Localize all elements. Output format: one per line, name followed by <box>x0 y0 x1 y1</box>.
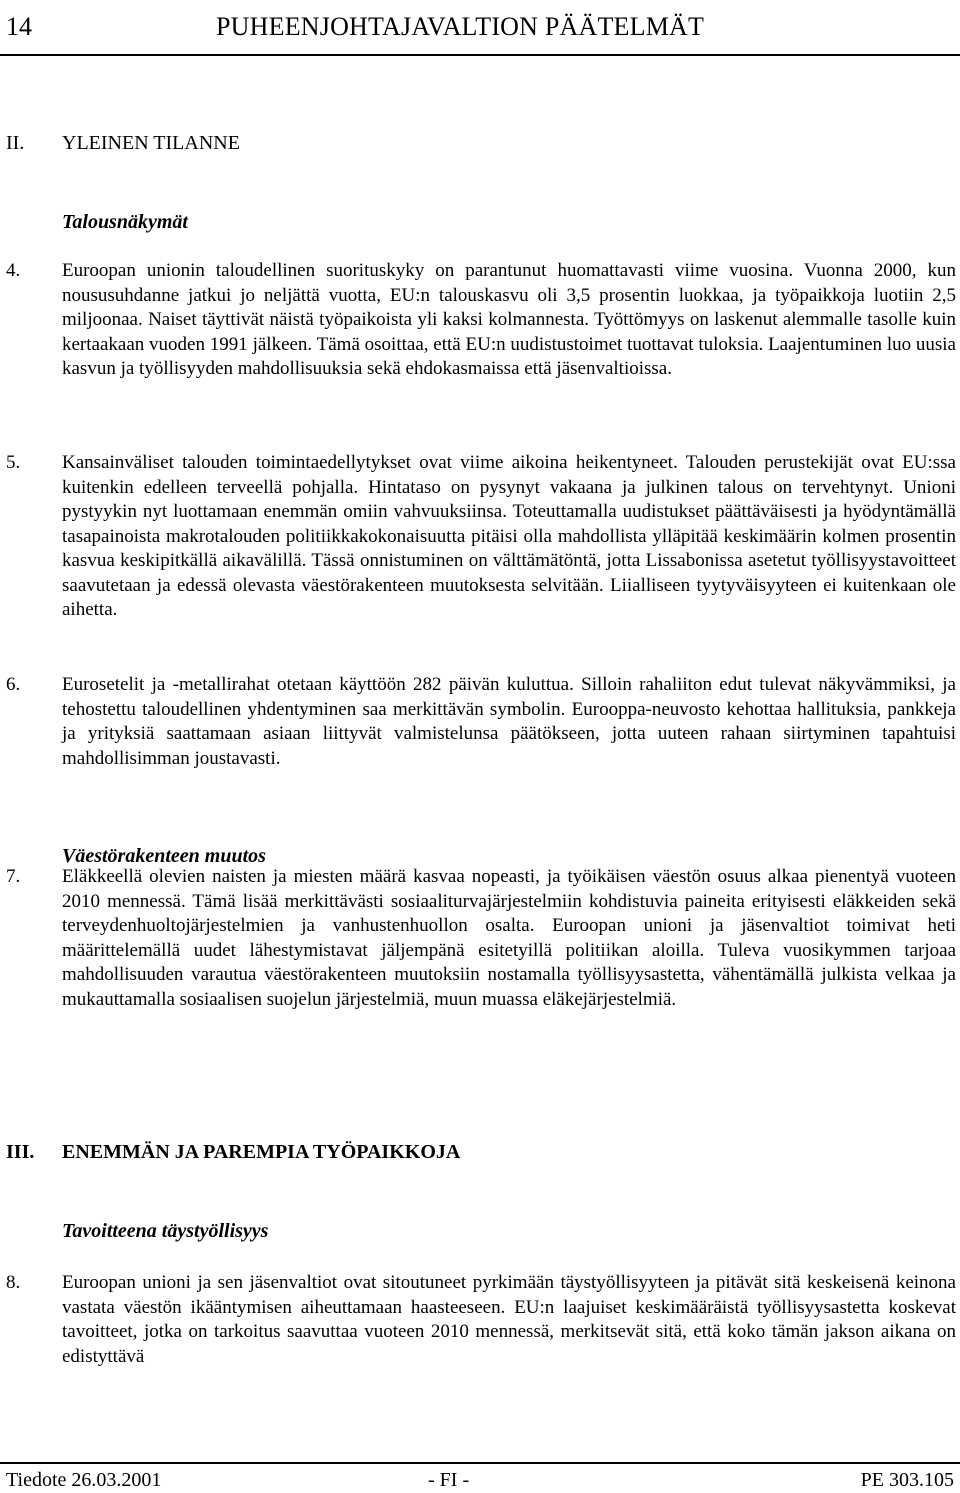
footer-language: - FI - <box>428 1469 470 1491</box>
footer-doc-number: PE 303.105 <box>860 1469 954 1491</box>
subheading-talousnakymat: Talousnäkymät <box>62 211 188 233</box>
header-title: PUHEENJOHTAJAVALTION PÄÄTELMÄT <box>216 12 705 41</box>
paragraph-number: 6. <box>6 674 21 695</box>
paragraph-number: 8. <box>6 1272 21 1293</box>
paragraph-text: Kansainväliset talouden toimintaedellytykset ovat viime aikoina heikentyneet. Talouden perustekijät ovat EU:ssa kuitenkin edelleen terveellä pohjalla. Hintataso on pysynyt vakaana ja julkinen talous on tervehtynyt. Unioni pystyykin nyt luottamaan enemmän omiin vahvuuksiinsa. Toteuttamalla uudistukset päättäväisesti ja hyödyntämällä tasapainoista makrotalouden politiikkakokonaisuutta pitäisi olla mahdollista ylläpitää keskimäärin kolmen prosentin kasvua keskipitkällä aikavälillä. Tässä onnistuminen on välttämätöntä, jotta Lissabonissa asetetut työllisyystavoitteet saavutetaan ja edessä olevasta väestörakenteen muutoksesta selvitään. Liialliseen tyytyväisyyteen ei kuitenkaan ole aihetta. <box>62 452 956 620</box>
paragraph-text: Euroopan unioni ja sen jäsenvaltiot ovat sitoutuneet pyrkimään täystyöllisyyteen ja pitävät sitä keskeisenä keinona vastata väestön ikääntymisen aiheuttamaan haasteeseen. EU:n laajuiset keskimääräistä työllisyysastetta koskevat tavoitteet, jotka on tarkoitus saavuttaa vuoteen 2010 mennessä, merkitsevät sitä, että koko tämän jakson aikana on edistyttävä <box>62 1272 956 1367</box>
paragraph-number: 7. <box>6 866 21 887</box>
subheading-tavoite: Tavoitteena täystyöllisyys <box>62 1220 269 1242</box>
page-header <box>0 0 960 56</box>
paragraph-number: 4. <box>6 260 21 281</box>
paragraph-text: Eläkkeellä olevien naisten ja miesten määrä kasvaa nopeasti, ja työikäisen väestön osuus alkaa pienentyä vuoteen 2010 mennessä. Tämä lisää merkittävästi sosiaaliturvajärjestelmiin kohdistuvia paineita erityisesti eläkkeiden sekä terveydenhuoltojärjestelmien ja vanhustenhuollon osalta. Euroopan unioni ja jäsenvaltiot toimivat heti määrittelemällä uudet lähestymistavat jäljempänä esitetyillä politiikan aloilla. Tuleva vuosikymmen tarjoaa mahdollisuuden varautua väestörakenteen muutoksiin nostamalla työllisyysastetta, vähentämällä julkista velkaa ja mukauttamalla sosiaalisen suojelun järjestelmiä, muun muassa eläkejärjestelmiä. <box>62 866 956 1010</box>
page-number: 14 <box>6 12 32 41</box>
section-number: III. <box>6 1141 35 1163</box>
section-title: ENEMMÄN JA PAREMPIA TYÖPAIKKOJA <box>62 1141 461 1163</box>
section-title: YLEINEN TILANNE <box>62 132 240 154</box>
footer-document-ref: Tiedote 26.03.2001 <box>6 1469 162 1491</box>
section-number: II. <box>6 132 25 154</box>
page-footer <box>0 1462 960 1493</box>
subheading-vaestorakenne: Väestörakenteen muutos <box>62 845 266 867</box>
paragraph-text: Euroopan unionin taloudellinen suorituskyky on parantunut huomattavasti viime vuosina. Vuonna 2000, kun noususuhdanne jatkui jo neljättä vuotta, EU:n talouskasvu oli 3,5 prosentin luokkaa, ja työpaikkoja luotiin 2,5 miljoonaa. Naiset täyttivät näistä työpaikoista yli kaksi kolmannesta. Työttömyys on laskenut alemmalle tasolle kuin kertaakaan vuoden 1991 jälkeen. Tämä osoittaa, että EU:n uudistustoimet tuottavat tuloksia. Laajentuminen luo uusia kasvun ja työllisyyden mahdollisuuksia sekä ehdokasmaissa että jäsenvaltioissa. <box>62 260 956 379</box>
paragraph-number: 5. <box>6 452 21 473</box>
paragraph-text: Eurosetelit ja -metallirahat otetaan käyttöön 282 päivän kuluttua. Silloin rahaliiton edut tulevat näkyvämmiksi, ja tehostettu taloudellinen yhdentyminen saa merkittävän symbolin. Eurooppa-neuvosto kehottaa hallituksia, pankkeja ja yrityksiä saattamaan asiaan liittyvät valmistelunsa päätökseen, jotta uuteen rahaan siirtyminen tapahtuisi mahdollisimman joustavasti. <box>62 674 956 769</box>
